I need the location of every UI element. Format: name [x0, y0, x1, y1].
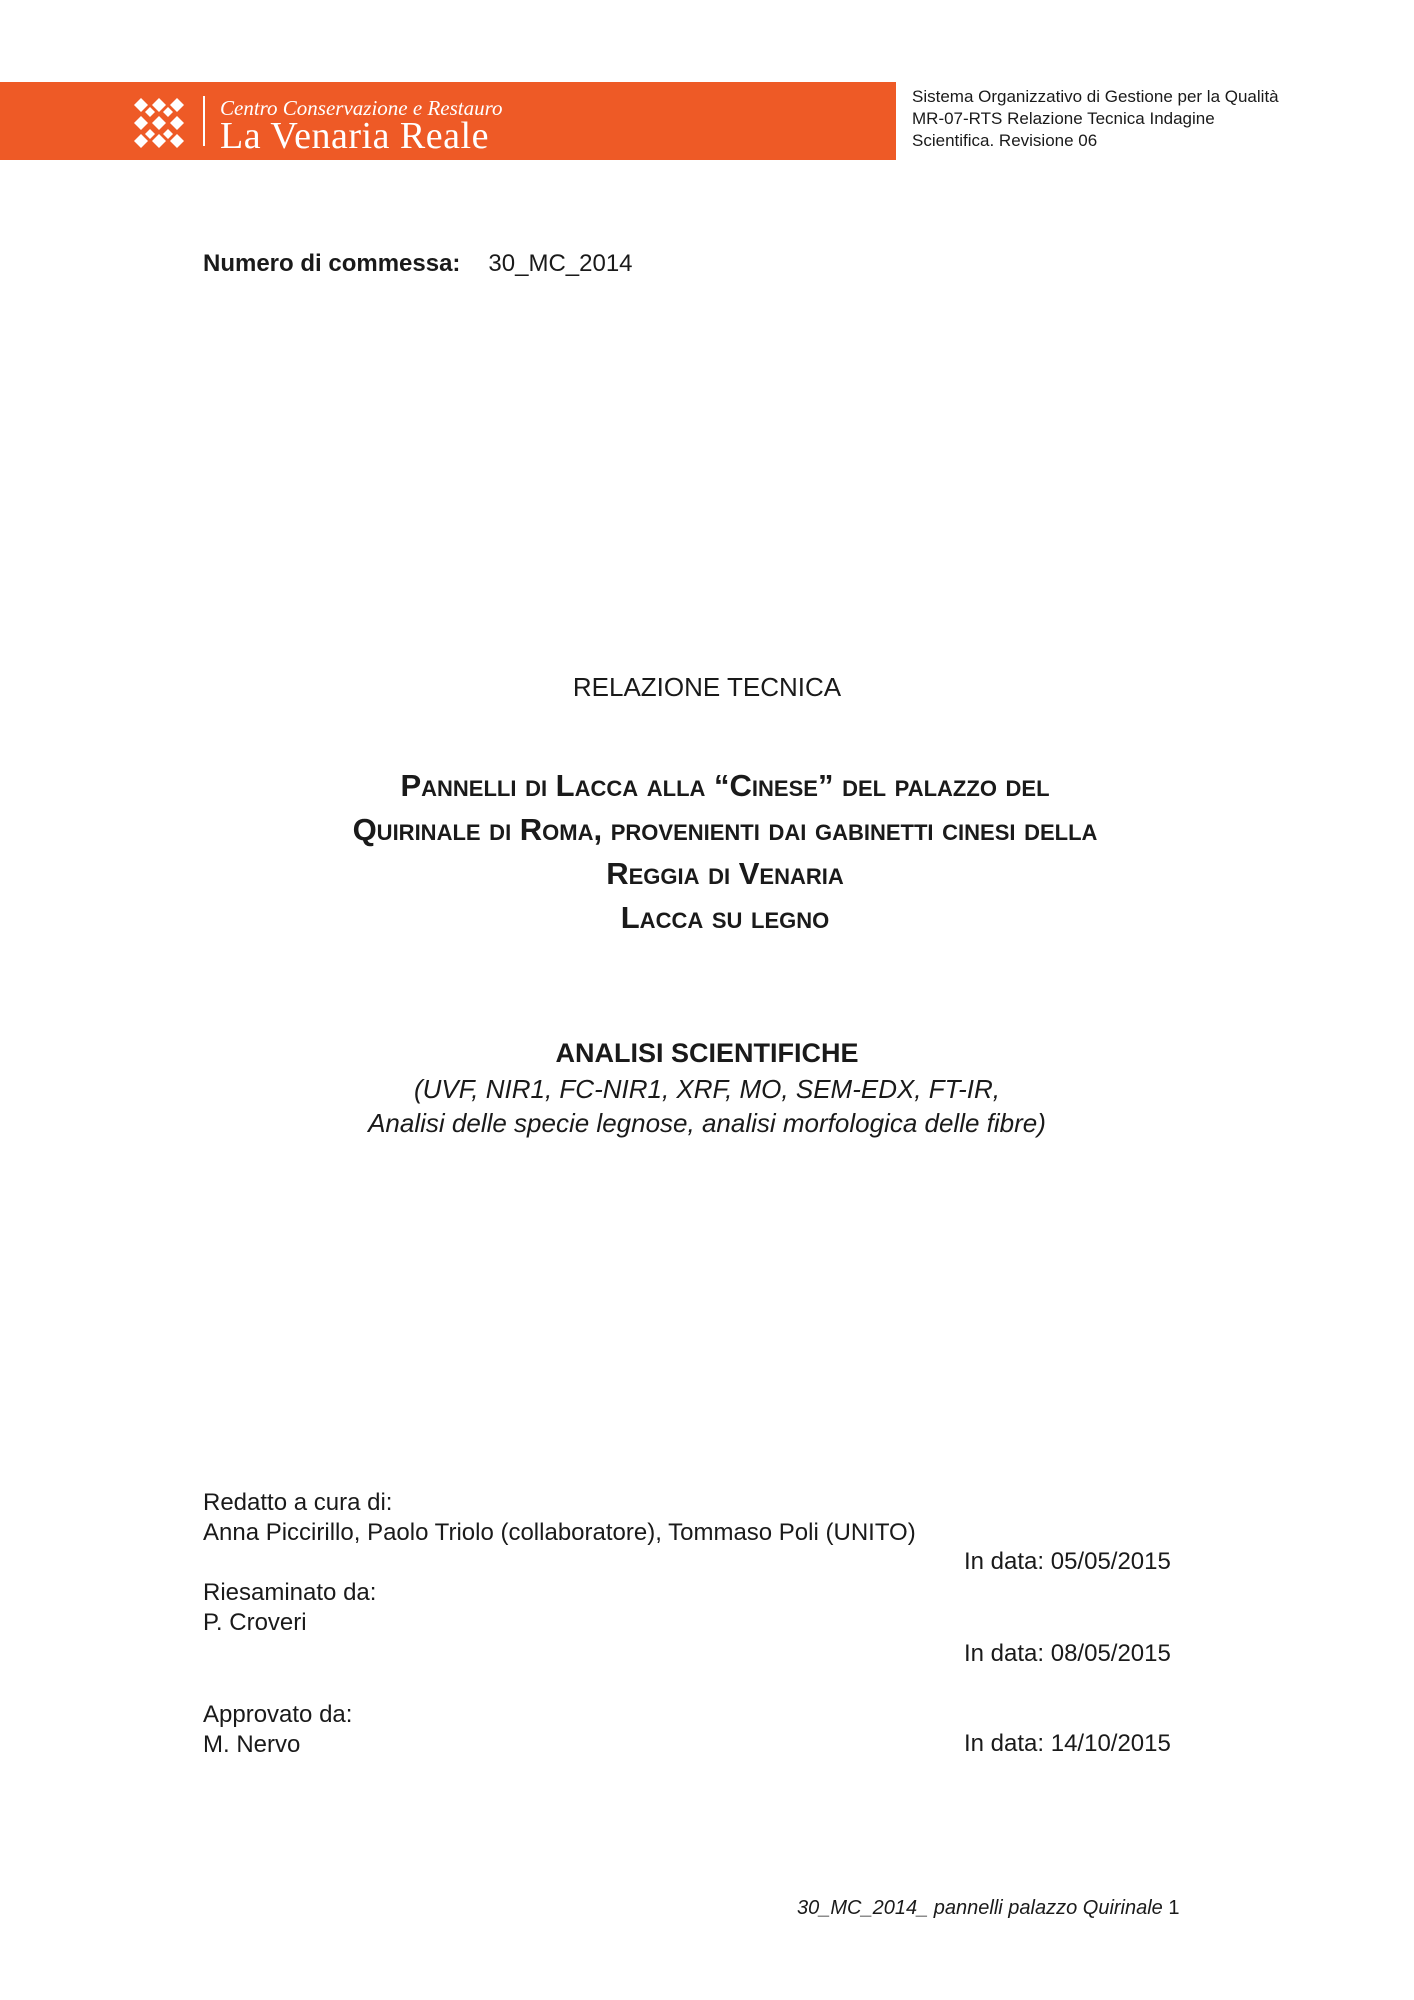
system-info-line: Scientifica. Revisione 06	[912, 131, 1098, 150]
reviewed-by: P. Croveri	[203, 1609, 307, 1636]
reviewed-date: In data: 08/05/2015	[964, 1640, 1171, 1667]
footer-text: 30_MC_2014_ pannelli palazzo Quirinale	[797, 1897, 1163, 1919]
title-line: Reggia di Venaria	[606, 856, 844, 891]
drafted-label: Redatto a cura di:	[203, 1489, 393, 1516]
system-info-line: Sistema Organizzativo di Gestione per la Qualità	[912, 87, 1279, 106]
report-type: RELAZIONE TECNICA	[572, 672, 842, 702]
approved-date: In data: 14/10/2015	[964, 1730, 1171, 1757]
quality-system-info	[912, 86, 1352, 152]
system-info-line: MR-07-RTS Relazione Tecnica Indagine	[912, 109, 1215, 128]
approved-by: M. Nervo	[203, 1731, 301, 1758]
logo-divider	[203, 96, 205, 146]
analysis-heading: ANALISI SCIENTIFICHE	[555, 1038, 859, 1068]
drafted-by: Anna Piccirillo, Paolo Triolo (collaboratore), Tommaso Poli (UNITO)	[203, 1519, 916, 1546]
methods-line: Analisi delle specie legnose, analisi morfologica delle fibre)	[368, 1108, 1046, 1138]
logo-subtitle: Centro Conservazione e Restauro	[220, 96, 503, 120]
page-number: 1	[1168, 1897, 1180, 1919]
title-line: Pannelli di Lacca alla “Cinese” del palazzo del	[400, 768, 1050, 803]
approved-label: Approvato da:	[203, 1701, 353, 1728]
methods-line: (UVF, NIR1, FC-NIR1, XRF, MO, SEM-EDX, FT-IR,	[413, 1074, 1001, 1104]
header-banner	[0, 82, 896, 160]
job-number	[203, 250, 633, 278]
job-number-label: Numero di commessa:	[203, 250, 461, 277]
document-title	[150, 764, 1300, 940]
page-footer	[797, 1897, 1180, 1920]
job-number-value: 30_MC_2014	[488, 250, 633, 277]
diamond-grid-logo-icon	[133, 97, 185, 149]
drafted-date: In data: 05/05/2015	[964, 1548, 1171, 1575]
title-line: Lacca su legno	[620, 900, 830, 935]
analysis-methods	[0, 1072, 1414, 1140]
logo-title: La Venaria Reale	[220, 115, 489, 157]
reviewed-label: Riesaminato da:	[203, 1579, 377, 1606]
title-line: Quirinale di Roma, provenienti dai gabinetti cinesi della	[352, 812, 1098, 847]
